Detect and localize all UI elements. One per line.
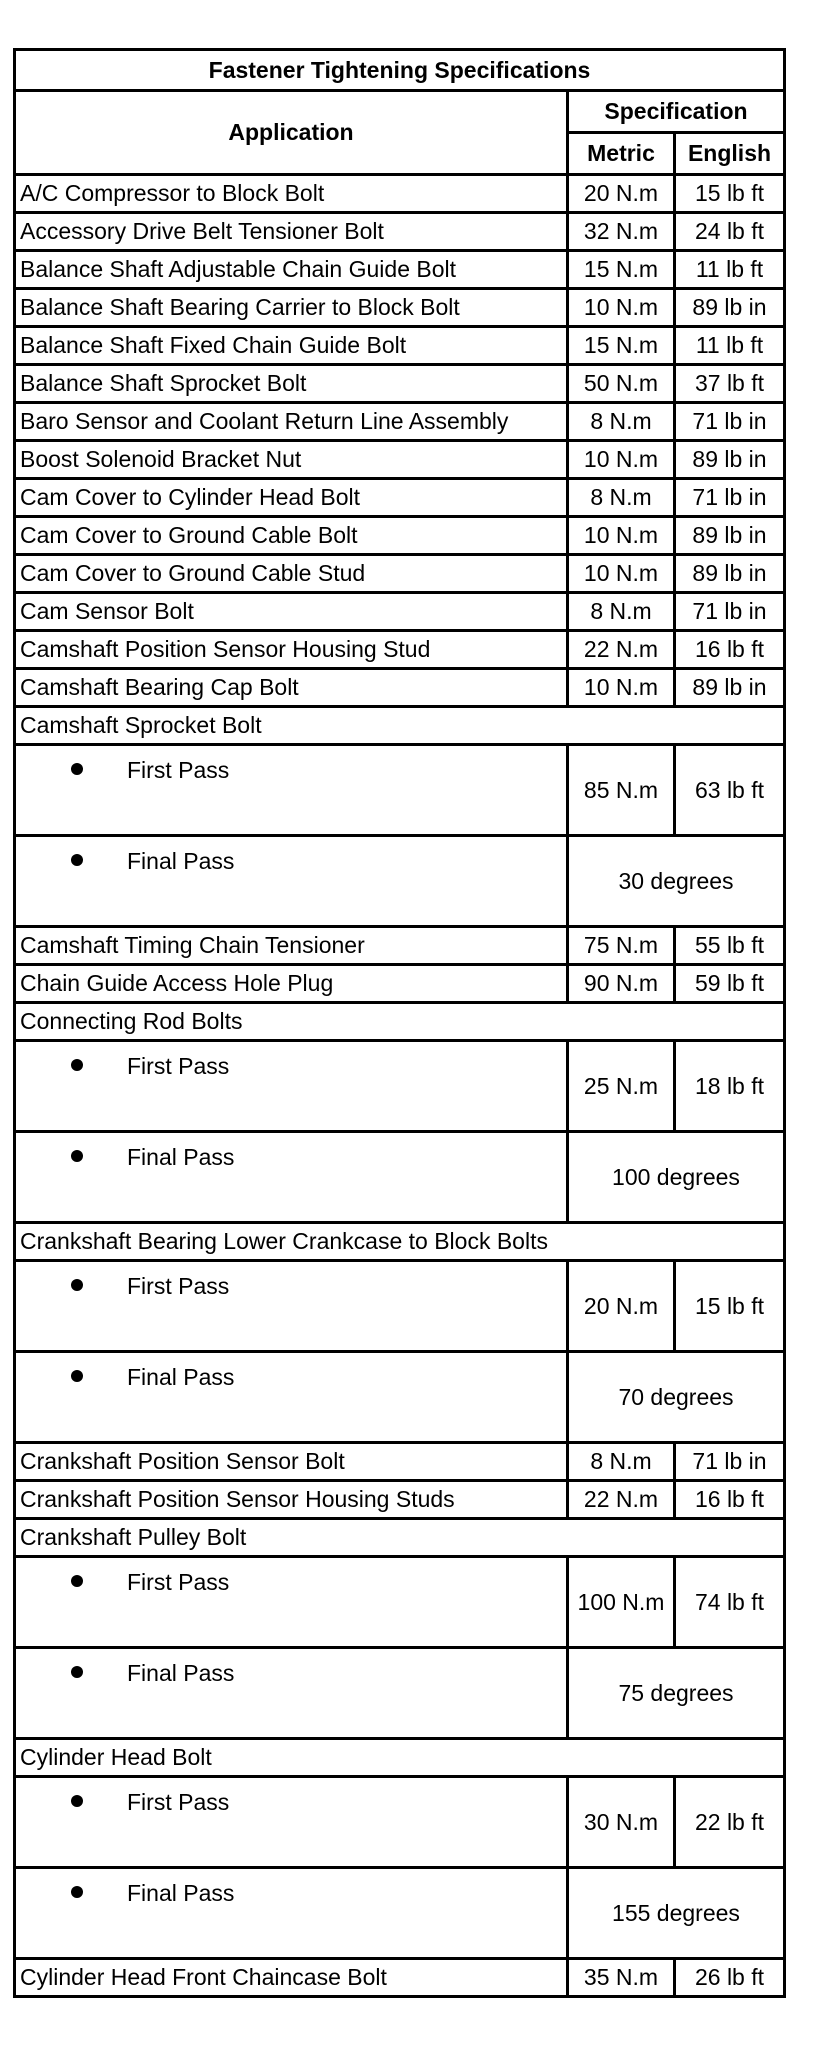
table-row — [15, 1959, 785, 1997]
pass-label-text: First Pass — [127, 1789, 230, 1815]
group-row — [15, 1519, 785, 1557]
pass-label-text: Final Pass — [127, 1880, 235, 1906]
angle-cell-text: 70 degrees — [618, 1383, 734, 1410]
pass-label-cell — [15, 1352, 568, 1443]
angle-cell — [568, 1868, 785, 1959]
application-cell — [15, 289, 568, 327]
final-pass-row — [15, 1868, 785, 1959]
metric-cell-text: 75 N.m — [583, 932, 659, 958]
pass-label-cell — [15, 1132, 568, 1223]
application-cell-text: Cam Sensor Bolt — [20, 598, 194, 624]
final-pass-row — [15, 1132, 785, 1223]
first-pass-row — [15, 1261, 785, 1352]
application-cell-text: Cam Cover to Ground Cable Bolt — [20, 522, 358, 548]
bullet-icon — [71, 1370, 83, 1382]
application-cell-text: Balance Shaft Bearing Carrier to Block Bolt — [20, 294, 460, 320]
first-pass-row — [15, 1777, 785, 1868]
metric-cell-text: 10 N.m — [583, 446, 659, 472]
first-pass-row — [15, 745, 785, 836]
metric-cell-text: 20 N.m — [583, 180, 659, 206]
english-cell — [675, 1777, 785, 1868]
table-row — [15, 365, 785, 403]
metric-cell-text: 35 N.m — [583, 1964, 659, 1990]
application-cell — [15, 1959, 568, 1997]
metric-cell — [568, 251, 675, 289]
bullet-icon — [71, 1150, 83, 1162]
metric-cell-text: 15 N.m — [583, 256, 659, 282]
pass-label-cell — [15, 1648, 568, 1739]
bullet-icon — [71, 1059, 83, 1071]
table-row — [15, 555, 785, 593]
metric-cell-text: 8 N.m — [590, 1448, 652, 1474]
metric-cell — [568, 631, 675, 669]
english-cell-text: 71 lb in — [692, 598, 767, 624]
metric-cell-text: 20 N.m — [583, 1292, 659, 1319]
group-row — [15, 1739, 785, 1777]
metric-cell-text: 10 N.m — [583, 522, 659, 548]
pass-label-cell — [15, 1557, 568, 1648]
english-cell — [675, 327, 785, 365]
metric-cell — [568, 403, 675, 441]
fastener-spec-table — [13, 48, 786, 1998]
group-label-cell-text: Cylinder Head Bolt — [20, 1744, 212, 1770]
table-row — [15, 927, 785, 965]
spec-table-body — [15, 175, 785, 1997]
english-cell — [675, 965, 785, 1003]
pass-label-cell — [15, 1868, 568, 1959]
group-label-cell — [15, 1003, 785, 1041]
metric-cell — [568, 555, 675, 593]
table-row — [15, 175, 785, 213]
english-cell-text: 89 lb in — [692, 674, 767, 700]
table-row — [15, 593, 785, 631]
metric-cell-text: 15 N.m — [583, 332, 659, 358]
metric-cell-text: 8 N.m — [590, 598, 652, 624]
bullet-icon — [71, 1575, 83, 1587]
angle-cell — [568, 1352, 785, 1443]
english-cell — [675, 1481, 785, 1519]
group-label-cell — [15, 1519, 785, 1557]
metric-cell — [568, 327, 675, 365]
pass-label-text: First Pass — [127, 1569, 230, 1595]
application-cell — [15, 1481, 568, 1519]
table-row — [15, 441, 785, 479]
english-cell — [675, 1959, 785, 1997]
application-cell-text: Balance Shaft Adjustable Chain Guide Bolt — [20, 256, 457, 282]
metric-cell-text: 100 N.m — [577, 1588, 665, 1615]
pass-label-text: Final Pass — [127, 848, 235, 874]
metric-cell — [568, 745, 675, 836]
first-pass-row — [15, 1557, 785, 1648]
application-cell — [15, 927, 568, 965]
english-cell-text: 71 lb in — [692, 484, 767, 510]
application-cell-text: Baro Sensor and Coolant Return Line Assembly — [20, 408, 509, 434]
english-cell — [675, 555, 785, 593]
english-cell — [675, 1261, 785, 1352]
application-cell — [15, 213, 568, 251]
english-cell-text: 63 lb ft — [694, 776, 765, 803]
english-cell-text: 59 lb ft — [694, 970, 765, 996]
english-cell-text: 15 lb ft — [694, 180, 765, 206]
metric-cell-text: 10 N.m — [583, 294, 659, 320]
english-cell-text: 89 lb in — [692, 560, 767, 586]
group-row — [15, 1223, 785, 1261]
english-cell — [675, 441, 785, 479]
pass-label-cell — [15, 1041, 568, 1132]
english-cell-text: 11 lb ft — [695, 332, 764, 358]
metric-cell — [568, 1777, 675, 1868]
metric-cell — [568, 479, 675, 517]
table-row — [15, 517, 785, 555]
metric-cell — [568, 1261, 675, 1352]
group-label-cell-text: Camshaft Sprocket Bolt — [20, 712, 262, 738]
english-cell-text: 16 lb ft — [694, 636, 765, 662]
metric-header: Metric — [568, 133, 675, 175]
final-pass-row — [15, 1648, 785, 1739]
application-cell — [15, 517, 568, 555]
table-row — [15, 965, 785, 1003]
table-row — [15, 1481, 785, 1519]
metric-cell — [568, 213, 675, 251]
pass-label-text: Final Pass — [127, 1144, 235, 1170]
application-cell — [15, 479, 568, 517]
metric-cell-text: 50 N.m — [583, 370, 659, 396]
application-cell-text: Boost Solenoid Bracket Nut — [20, 446, 302, 472]
metric-cell-text: 30 N.m — [583, 1808, 659, 1835]
metric-cell — [568, 965, 675, 1003]
application-cell — [15, 555, 568, 593]
first-pass-row — [15, 1041, 785, 1132]
metric-cell — [568, 927, 675, 965]
group-label-cell — [15, 1739, 785, 1777]
metric-cell-text: 8 N.m — [590, 484, 652, 510]
english-cell — [675, 251, 785, 289]
english-cell-text: 89 lb in — [692, 446, 767, 472]
english-cell — [675, 745, 785, 836]
bullet-icon — [71, 1795, 83, 1807]
english-cell — [675, 669, 785, 707]
application-cell-text: Balance Shaft Sprocket Bolt — [20, 370, 307, 396]
metric-cell — [568, 1959, 675, 1997]
metric-cell — [568, 175, 675, 213]
english-cell-text: 15 lb ft — [694, 1292, 765, 1319]
metric-cell-text: 90 N.m — [583, 970, 659, 996]
group-row — [15, 1003, 785, 1041]
english-cell — [675, 1041, 785, 1132]
pass-label-text: First Pass — [127, 1273, 230, 1299]
application-cell-text: Accessory Drive Belt Tensioner Bolt — [20, 218, 384, 244]
bullet-icon — [71, 854, 83, 866]
metric-cell — [568, 669, 675, 707]
bullet-icon — [71, 1886, 83, 1898]
english-cell — [675, 365, 785, 403]
group-label-cell-text: Connecting Rod Bolts — [20, 1008, 243, 1034]
group-row — [15, 707, 785, 745]
english-cell-text: 11 lb ft — [695, 256, 764, 282]
bullet-icon — [71, 1279, 83, 1291]
application-cell — [15, 631, 568, 669]
english-cell-text: 74 lb ft — [694, 1588, 765, 1615]
group-label-cell — [15, 707, 785, 745]
metric-cell — [568, 289, 675, 327]
metric-cell — [568, 1557, 675, 1648]
metric-cell-text: 10 N.m — [583, 560, 659, 586]
application-cell-text: Camshaft Bearing Cap Bolt — [20, 674, 299, 700]
english-cell — [675, 593, 785, 631]
english-cell — [675, 175, 785, 213]
group-label-cell — [15, 1223, 785, 1261]
metric-cell-text: 10 N.m — [583, 674, 659, 700]
application-cell — [15, 593, 568, 631]
metric-cell — [568, 1443, 675, 1481]
english-cell — [675, 517, 785, 555]
english-cell-text: 26 lb ft — [694, 1964, 765, 1990]
angle-cell-text: 100 degrees — [612, 1163, 740, 1190]
group-label-cell-text: Crankshaft Pulley Bolt — [20, 1524, 247, 1550]
application-cell — [15, 327, 568, 365]
pass-label-text: Final Pass — [127, 1364, 235, 1390]
application-cell-text: Cylinder Head Front Chaincase Bolt — [20, 1964, 387, 1990]
application-cell — [15, 965, 568, 1003]
metric-cell — [568, 1481, 675, 1519]
application-cell-text: Camshaft Timing Chain Tensioner — [20, 932, 365, 958]
specification-header: Specification — [568, 91, 785, 133]
table-row — [15, 479, 785, 517]
table-row — [15, 213, 785, 251]
angle-cell — [568, 1132, 785, 1223]
bullet-icon — [71, 763, 83, 775]
english-cell-text: 55 lb ft — [694, 932, 765, 958]
metric-cell-text: 85 N.m — [583, 776, 659, 803]
angle-cell — [568, 836, 785, 927]
table-row — [15, 669, 785, 707]
application-cell — [15, 669, 568, 707]
english-cell-text: 71 lb in — [692, 1448, 767, 1474]
final-pass-row — [15, 1352, 785, 1443]
pass-label-cell — [15, 745, 568, 836]
pass-label-text: First Pass — [127, 757, 230, 783]
table-row — [15, 327, 785, 365]
english-cell-text: 89 lb in — [692, 294, 767, 320]
pass-label-cell — [15, 1261, 568, 1352]
english-cell — [675, 289, 785, 327]
english-cell-text: 18 lb ft — [694, 1072, 765, 1099]
table-row — [15, 289, 785, 327]
english-cell — [675, 1443, 785, 1481]
metric-cell — [568, 1041, 675, 1132]
application-cell — [15, 251, 568, 289]
english-cell — [675, 631, 785, 669]
application-cell-text: Cam Cover to Cylinder Head Bolt — [20, 484, 361, 510]
english-cell-text: 89 lb in — [692, 522, 767, 548]
application-cell-text: Balance Shaft Fixed Chain Guide Bolt — [20, 332, 407, 358]
angle-cell-text: 75 degrees — [618, 1679, 734, 1706]
metric-cell-text: 8 N.m — [590, 408, 652, 434]
english-header: English — [675, 133, 785, 175]
english-cell — [675, 927, 785, 965]
application-cell-text: Chain Guide Access Hole Plug — [20, 970, 334, 996]
angle-cell-text: 155 degrees — [612, 1899, 740, 1926]
bullet-icon — [71, 1666, 83, 1678]
final-pass-row — [15, 836, 785, 927]
table-row — [15, 1443, 785, 1481]
angle-cell-text: 30 degrees — [618, 867, 734, 894]
angle-cell — [568, 1648, 785, 1739]
english-cell — [675, 479, 785, 517]
english-cell-text: 22 lb ft — [694, 1808, 765, 1835]
table-row — [15, 403, 785, 441]
pass-label-cell — [15, 1777, 568, 1868]
table-row — [15, 251, 785, 289]
application-cell — [15, 1443, 568, 1481]
english-cell — [675, 403, 785, 441]
metric-cell-text: 25 N.m — [583, 1072, 659, 1099]
english-cell-text: 16 lb ft — [694, 1486, 765, 1512]
application-header: Application — [15, 91, 568, 175]
english-cell-text: 71 lb in — [692, 408, 767, 434]
application-cell — [15, 403, 568, 441]
metric-cell — [568, 593, 675, 631]
application-cell-text: Cam Cover to Ground Cable Stud — [20, 560, 366, 586]
application-cell-text: A/C Compressor to Block Bolt — [20, 180, 325, 206]
metric-cell — [568, 517, 675, 555]
pass-label-text: First Pass — [127, 1053, 230, 1079]
english-cell — [675, 1557, 785, 1648]
group-label-cell-text: Crankshaft Bearing Lower Crankcase to Block Bolts — [20, 1228, 548, 1254]
metric-cell — [568, 441, 675, 479]
pass-label-text: Final Pass — [127, 1660, 235, 1686]
metric-cell-text: 22 N.m — [583, 636, 659, 662]
application-cell — [15, 441, 568, 479]
application-cell-text: Crankshaft Position Sensor Housing Studs — [20, 1486, 455, 1512]
application-cell — [15, 365, 568, 403]
metric-cell — [568, 365, 675, 403]
table-row — [15, 631, 785, 669]
application-cell-text: Camshaft Position Sensor Housing Stud — [20, 636, 431, 662]
english-cell-text: 24 lb ft — [694, 218, 765, 244]
metric-cell-text: 22 N.m — [583, 1486, 659, 1512]
english-cell — [675, 213, 785, 251]
table-title: Fastener Tightening Specifications — [15, 50, 785, 91]
english-cell-text: 37 lb ft — [694, 370, 765, 396]
metric-cell-text: 32 N.m — [583, 218, 659, 244]
pass-label-cell — [15, 836, 568, 927]
application-cell-text: Crankshaft Position Sensor Bolt — [20, 1448, 345, 1474]
application-cell — [15, 175, 568, 213]
